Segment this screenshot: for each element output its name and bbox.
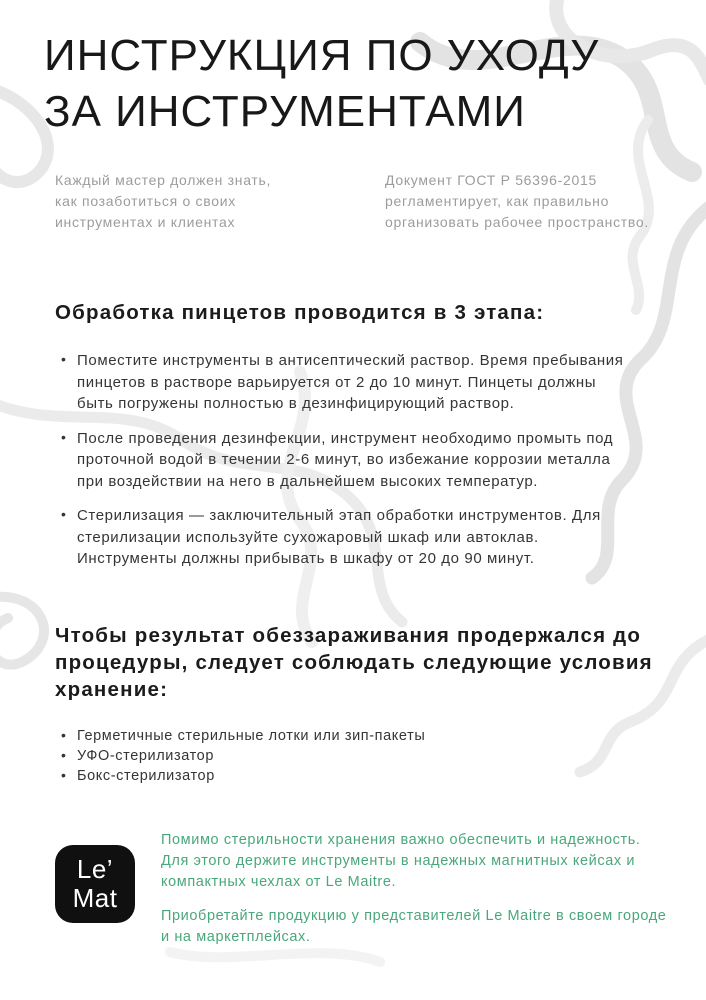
intro-right-column — [385, 170, 649, 233]
processing-section-heading: Обработка пинцетов проводится в 3 этапа: — [55, 301, 545, 324]
storage-option-item: • УФО-стерилизатор — [61, 747, 670, 766]
intro-right-line: Документ ГОСТ Р 56396-2015 — [385, 172, 597, 188]
footer-section — [55, 830, 670, 948]
title-line-2: ЗА ИНСТРУМЕНТАМИ — [44, 87, 526, 136]
processing-steps-list — [55, 350, 670, 570]
intro-left-line: Каждый мастер должен знать, — [55, 172, 272, 188]
lemat-logo — [55, 845, 135, 923]
intro-left-column — [55, 170, 385, 233]
intro-right-line: организовать рабочее пространство. — [385, 214, 649, 230]
processing-step-item: • После проведения дезинфекции, инструмент необходимо промыть под проточной водой в течении 2-6 минут, во избежание коррозии металла при воздействии на него в дальнейшем высоких температур. — [61, 428, 637, 493]
footer-paragraph-purchase: Приобретайте продукцию у представителей Le Maitre в своем городе и на маркетплейсах. — [161, 907, 667, 945]
logo-text-le: Le’ — [76, 853, 114, 884]
storage-options-list — [55, 727, 670, 786]
storage-option-item: • Бокс-стерилизатор — [61, 767, 670, 786]
intro-section — [55, 170, 670, 233]
intro-left-line: инструментах и клиентах — [55, 214, 236, 230]
processing-step-item: • Поместите инструменты в антисептический раствор. Время пребывания пинцетов в растворе варьируется от 2 до 10 минут. Пинцеты должны быть погружены полностью в дезинфицирующий раствор. — [61, 350, 637, 415]
intro-left-line: как позаботиться о своих — [55, 193, 236, 209]
logo-text-mat: Mat — [72, 882, 118, 913]
storage-section-heading: Чтобы результат обеззараживания продержался до процедуры, следует соблюдать следующие условия хранение: — [55, 623, 653, 701]
storage-option-item: • Герметичные стерильные лотки или зип-пакеты — [61, 727, 670, 746]
footer-text-block — [161, 830, 670, 948]
title-line-1: ИНСТРУКЦИЯ ПО УХОДУ — [44, 31, 600, 80]
processing-step-item: • Стерилизация — заключительный этап обработки инструментов. Для стерилизации используйте сухожаровый шкаф или автоклав. Инструменты должны прибывать в шкафу от 20 до 90 минут. — [61, 505, 637, 570]
page-title — [44, 28, 670, 140]
footer-paragraph-storage-safety: Помимо стерильности хранения важно обеспечить и надежность. Для этого держите инструменты в надежных магнитных кейсах и компактных чехлах от Le Maitre. — [161, 831, 641, 890]
intro-right-line: регламентирует, как правильно — [385, 193, 610, 209]
